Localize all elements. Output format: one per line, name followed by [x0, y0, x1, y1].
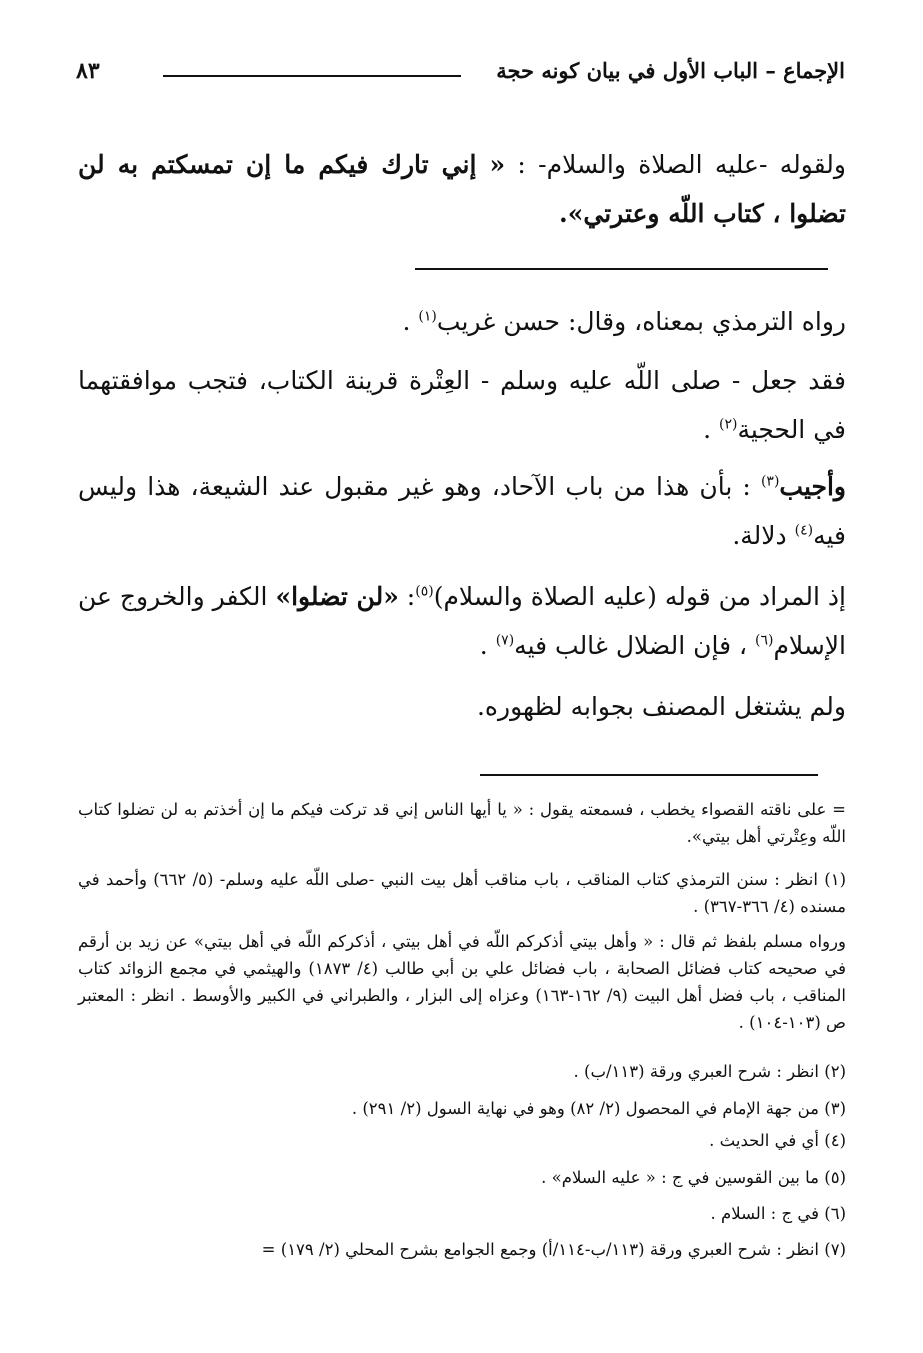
footnote-ref-2: (٢) — [719, 416, 738, 433]
footnote-4: (٤) أي في الحديث . — [709, 1131, 846, 1150]
paragraph-text: ، فإن الضلال غالب فيه — [514, 631, 755, 660]
paragraph-text: فقد جعل - صلى اللّه عليه وسلم - العِتْرة قرينة الكتاب، فتجب موافقتهما في الحجية — [78, 366, 846, 444]
paragraph-lead: ولقوله -عليه الصلاة والسلام- : — [505, 150, 846, 179]
footnote-divider — [480, 774, 818, 776]
paragraph-text: ولم يشتغل المصنف بجوابه لظهوره. — [476, 692, 846, 721]
paragraph-closing — [78, 682, 846, 731]
paragraph-lead: وأجيب — [779, 472, 846, 501]
footnote-ref-3: (٣) — [760, 473, 780, 490]
paragraph-end: دلالة. — [732, 521, 795, 550]
footnote-6: (٦) في ج : السلام . — [710, 1204, 846, 1223]
footnote-1-continued: ورواه مسلم بلفظ ثم قال : « وأهل بيتي أذكركم اللّه في أهل بيتي ، أذكركم اللّه في أهل بيتي» عن زيد بن أرقم في صحيحه كتاب فضائل الصحابة ، باب فضائل علي بن أبي طالب (٤/ ١٨٧٣) والهيثمي في مجمع الزوائد كتاب المناقب ، باب فضل أهل البيت (٩/ ١٦٢-١٦٣) وعزاه إلى البزار ، والطبراني في الكبير والأوسط . انظر : المعتبر ص (١٠٣-١٠٤) . — [78, 932, 846, 1032]
hadith-quote: «لن تضلوا» — [275, 582, 399, 611]
paragraph-text: الكفر والخروج عن الإسلام — [78, 582, 846, 660]
paragraph-end: . — [479, 631, 496, 660]
paragraph-lead: إذ المراد من قوله (عليه الصلاة والسلام) — [433, 582, 846, 611]
paragraph-tirmidhi — [78, 297, 846, 346]
paragraph-meaning — [78, 572, 846, 670]
paragraph-text: : بأن هذا من باب الآحاد، وهو غير مقبول عند الشيعة، هذا وليس فيه — [78, 472, 846, 550]
paragraph-answer — [78, 462, 846, 560]
footnote-5: (٥) ما بين القوسين في ج : « عليه السلام» . — [541, 1168, 846, 1187]
running-header-title: الإجماع – الباب الأول في بيان كونه حجة — [496, 58, 845, 83]
footnote-2: (٢) انظر : شرح العبري ورقة (١١٣/ب) . — [573, 1062, 846, 1081]
header-rule — [163, 75, 461, 77]
footnote-continuation: = على ناقته القصواء يخطب ، فسمعته يقول : « يا أيها الناس إني قد تركت فيكم ما إن أخذتم به لن تضلوا كتاب اللّه وعِتْرتي أهل بيتي». — [78, 800, 846, 846]
paragraph-hadith — [78, 140, 846, 238]
footnote-ref-6: (٦) — [754, 632, 774, 649]
footnote-ref-7: (٧) — [495, 632, 515, 649]
footnote-ref-4: (٤) — [794, 522, 814, 539]
footnote-7: (٧) انظر : شرح العبري ورقة (١١٣/ب-١١٤/أ) وجمع الجوامع بشرح المحلي (٢/ ١٧٩) = — [261, 1240, 846, 1259]
hadith-quote: « إني تارك فيكم ما إن تمسكتم به لن تضلوا ، كتاب اللّه وعترتي». — [78, 150, 846, 228]
paragraph-itra — [78, 356, 846, 454]
page-number: ٨٣ — [76, 58, 100, 84]
footnote-ref-5: (٥) — [415, 583, 434, 600]
paragraph-text: : — [398, 582, 416, 611]
paragraph-end: . — [703, 415, 719, 444]
section-divider — [415, 268, 828, 270]
paragraph-end: . — [402, 307, 419, 336]
footnote-1: (١) انظر : سنن الترمذي كتاب المناقب ، باب مناقب أهل بيت النبي -صلى اللّه عليه وسلم- (٥/ ٦٦٢) وأحمد في مسنده (٤/ ٣٦٦-٣٦٧) . — [78, 870, 846, 916]
footnote-3: (٣) من جهة الإمام في المحصول (٢/ ٨٢) وهو في نهاية السول (٢/ ٢٩١) . — [351, 1099, 846, 1118]
footnote-ref-1: (١) — [418, 308, 437, 325]
paragraph-text: رواه الترمذي بمعناه، وقال: حسن غريب — [436, 307, 846, 336]
